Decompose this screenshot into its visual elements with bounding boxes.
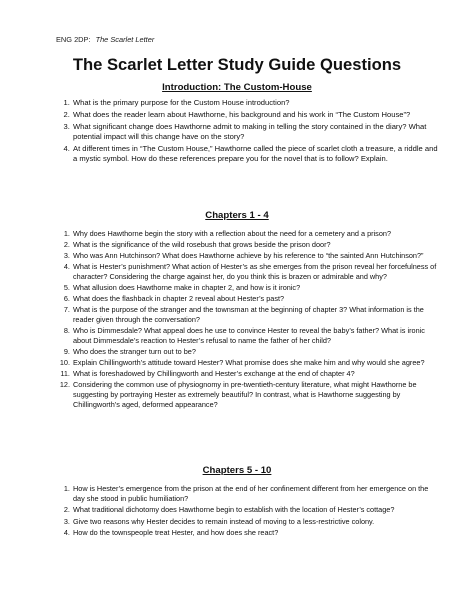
question-item: 3. Give two reasons why Hester decides to remain instead of moving to a less-restrictive colony. <box>72 517 442 527</box>
book-title: The Scarlet Letter <box>95 35 155 44</box>
question-item: 4. How do the townspeople treat Hester, and how does she react? <box>72 528 442 538</box>
question-item: 8. Who is Dimmesdale? What appeal does he use to convince Hester to reveal the baby’s father? What is ironic about Dimmesdale’s reaction to Hester’s refusal to name the father of her child? <box>72 326 442 346</box>
course-code: ENG 2DP: <box>56 35 91 44</box>
question-item: 3. What significant change does Hawthorne admit to making in telling the story contained in the diary? What potential impact will this change have on the story? <box>72 122 442 143</box>
question-list-chapters-1-4 <box>56 229 442 411</box>
section-heading-chapters-1-4: Chapters 1 - 4 <box>205 210 269 221</box>
question-item: 6. What does the flashback in chapter 2 reveal about Hester’s past? <box>72 294 442 304</box>
document-title: The Scarlet Letter Study Guide Questions <box>72 55 402 74</box>
question-item: 9. Who does the stranger turn out to be? <box>72 347 442 357</box>
question-item: 12. Considering the common use of physiognomy in pre-twentieth-century literature, what might Hawthorne be suggesting by portraying Hester as extremely beautiful? In contrast, what is Hawthorne suggesting by Chillingworth’s aged, deformed appearance? <box>72 380 442 410</box>
question-item: 2. What is the significance of the wild rosebush that grows beside the prison door? <box>72 240 442 250</box>
section-heading-introduction: Introduction: The Custom-House <box>162 82 312 93</box>
question-item: 1. Why does Hawthorne begin the story with a reflection about the need for a cemetery and a prison? <box>72 229 442 239</box>
question-item: 7. What is the purpose of the stranger and the townsman at the beginning of chapter 3? What information is the reader given through the conversation? <box>72 305 442 325</box>
question-item: 4. At different times in “The Custom House,” Hawthorne called the piece of scarlet cloth a treasure, a riddle and a mystic symbol. How do these references prepare you for the novel that is to follow? Explain. <box>72 144 442 165</box>
question-item: 3. Who was Ann Hutchinson? What does Hawthorne achieve by his reference to “the sainted Ann Hutchinson?” <box>72 251 442 261</box>
question-item: 11. What is foreshadowed by Chillingworth and Hester’s exchange at the end of chapter 4? <box>72 369 442 379</box>
question-list-introduction <box>56 98 442 166</box>
question-item: 1. How is Hester’s emergence from the prison at the end of her confinement different from her emergence on the day she stood in public humiliation? <box>72 484 442 504</box>
question-list-chapters-5-10 <box>56 484 442 540</box>
question-item: 5. What allusion does Hawthorne make in chapter 2, and how is it ironic? <box>72 283 442 293</box>
question-item: 10. Explain Chillingworth’s attitude toward Hester? What promise does she make him and why would she agree? <box>72 358 442 368</box>
question-item: 4. What is Hester’s punishment? What action of Hester’s as she emerges from the prison reveal her forcefulness of character? Considering the charge against her, do you think this is brazen or admirable and why? <box>72 262 442 282</box>
section-heading-chapters-5-10: Chapters 5 - 10 <box>202 465 272 476</box>
question-item: 2. What does the reader learn about Hawthorne, his background and his work in “The Custom House”? <box>72 110 442 120</box>
page-header <box>56 35 154 44</box>
question-item: 1. What is the primary purpose for the Custom House introduction? <box>72 98 442 108</box>
question-item: 2. What traditional dichotomy does Hawthorne begin to establish with the location of Hester’s cottage? <box>72 505 442 515</box>
